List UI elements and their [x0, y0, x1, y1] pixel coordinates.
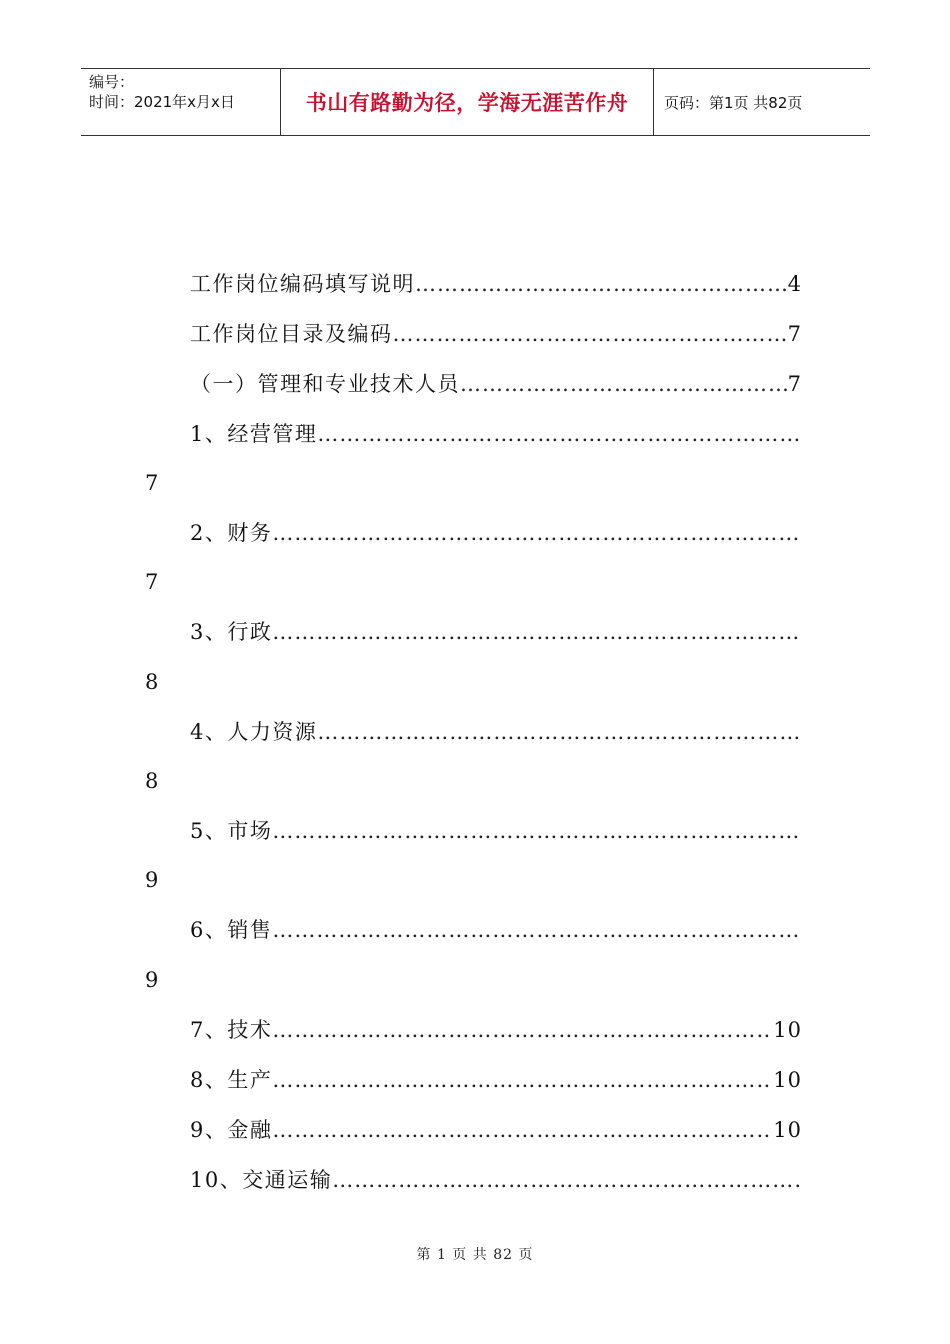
document-number-label: 编号：	[89, 73, 135, 91]
header-page-info: 页码：第1页 共82页	[664, 93, 803, 112]
toc-leader-dots	[317, 712, 802, 752]
toc-leader-dots	[272, 1060, 772, 1100]
toc-entry-title: 3、行政	[190, 620, 273, 644]
toc-leader-dots	[415, 264, 787, 304]
toc-leader-dots	[393, 314, 787, 354]
toc-leader-dots	[272, 1110, 772, 1150]
toc-entry-page-wrapped: 7	[145, 471, 159, 495]
toc-leader-dots	[460, 364, 787, 404]
page-footer: 第 1 页 共 82 页	[416, 1247, 534, 1263]
toc-entry-page-wrapped: 8	[145, 769, 159, 793]
toc-entry[interactable]	[190, 1110, 802, 1150]
toc-entry-title: 8、生产	[190, 1068, 273, 1092]
toc-entry[interactable]	[190, 314, 802, 354]
toc-leader-dots	[317, 414, 802, 454]
toc-entry-page-wrapped: 9	[145, 868, 159, 892]
toc-leader-dots	[272, 910, 802, 950]
document-time-label: 时间：2021年x月x日	[89, 93, 235, 111]
toc-entry-title: 10、交通运输	[190, 1168, 333, 1192]
toc-leader-dots	[272, 811, 802, 851]
toc-leader-dots	[272, 513, 802, 553]
toc-entry[interactable]	[190, 513, 802, 553]
toc-leader-dots	[272, 1010, 772, 1050]
toc-entry-page-wrapped: 7	[145, 570, 159, 594]
toc-entry-page: 4	[787, 272, 802, 296]
toc-entry-page: 10	[773, 1068, 802, 1092]
toc-entry-page: 10	[773, 1018, 802, 1042]
toc-entry[interactable]	[190, 712, 802, 752]
toc-entry[interactable]	[190, 414, 802, 454]
toc-entry-page: 7	[787, 372, 802, 396]
toc-entry[interactable]	[190, 364, 802, 404]
toc-entry-title: 9、金融	[190, 1118, 273, 1142]
toc-entry-title: 工作岗位编码填写说明	[190, 272, 415, 296]
toc-entry[interactable]	[190, 612, 802, 652]
header-motto: 书山有路勤为径，学海无涯苦作舟	[281, 69, 654, 135]
toc-leader-dots	[332, 1160, 802, 1200]
toc-entry-title: 6、销售	[190, 918, 273, 942]
toc-entry[interactable]	[190, 1160, 802, 1200]
toc-entry-title: 4、人力资源	[190, 720, 318, 744]
toc-entry-title: 1、经营管理	[190, 422, 318, 446]
toc-entry-title: 工作岗位目录及编码	[190, 322, 393, 346]
toc-entry[interactable]	[190, 264, 802, 304]
toc-entry-title: 2、财务	[190, 521, 273, 545]
toc-entry-page-wrapped: 9	[145, 968, 159, 992]
toc-entry[interactable]	[190, 811, 802, 851]
toc-entry-page-wrapped: 8	[145, 670, 159, 694]
toc-entry-title: 5、市场	[190, 819, 273, 843]
toc-leader-dots	[272, 612, 802, 652]
toc-entry-title: 7、技术	[190, 1018, 273, 1042]
toc-entry-page: 7	[787, 322, 802, 346]
toc-entry[interactable]	[190, 910, 802, 950]
toc-entry-page: 10	[773, 1118, 802, 1142]
toc-entry[interactable]	[190, 1060, 802, 1100]
toc-entry-title: （一）管理和专业技术人员	[190, 372, 460, 396]
toc-entry[interactable]	[190, 1010, 802, 1050]
